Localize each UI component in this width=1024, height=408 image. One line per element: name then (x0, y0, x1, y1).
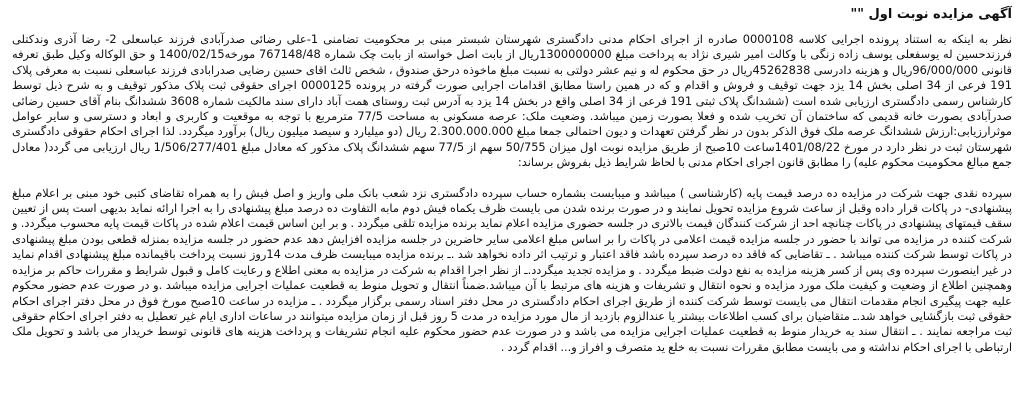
notice-title: آگهی مزایده نوبت اول "" (850, 7, 1012, 22)
notice-paragraph-case-details: نظر به اینکه به استناد پرونده اجرایی کلاسه 0000108 صادره از اجرای احکام مدنی دادگستری شهرستان شبستر مبنی بر محکومیت تضامنی 1-علی رضائی صدرآبادی فرزند عباسعلی 2- رضا آذری وندکتلی فرزندحسین له یوسفعلی یوسف زاده زنگی با وکالت امیر شیری نژاد به پرداخت مبلغ 1300000000ریال از بابت اصل خواسته از بابت چک شماره 767148/48 مورخه1400/02/15 و حق الوکاله وکیل طبق تعرفه قانونی 96/000/000ریال و هزینه دادرسی 45262838ریال در حق محکوم له و نیم عشر دولتی به نسبت مبلغ ماخوذه درحق صندوق ، شخص ثالث اقای حسین رضایی صدرابادی فرزند عباسعلی نسبت به معرفی پلاک 191 فرعی از 34 اصلی بخش 14 یزد جهت توقیف و فروش و اقدام و که در همین راستا مطابق اقدامات اجرایی صورت گرفته در پرونده 0000125 اجرای حقوقی ثبت پلاک مذکور توقیف و به شرح ذیل توسط کارشناس رسمی دادگستری ارزیابی شده است (ششدانگ پلاک ثبتی 191 فرعی از 34 اصلی واقع در بخش 14 یزد به آدرس ثبت روستای همت آباد دارای سند مالکیت شماره 3608 ششدانگ بنام آقای حسین رضائی صدرآبادی بصورت خانه قدیمی که ساختمان آن تخریب شده و فعلا بصورت زمین میباشد. وضعیت ملک: عرصه مسکونی به مساحت 77/5 مترمربع با توجه به موقعیت و کاربری و ابعاد و دسترسی و سایر عوامل موثرارزیابی:ارزش ششدانگ عرصه ملک فوق الذکر بدون در نظر گرفتن تعهدات و دیون احتمالی جمعا مبلغ 2.300.000.000 ریال (دو میلیارد و سیصد میلیون ریال) برآورد میگردد. لذا اجرای احکام حقوقی دادگستری شهرستان ثبت در نظر دارد در مورخ 1401/08/22ساعت 10صبح از طریق مزایده نوبت اول میزان 50/755 سهم از 77/5 سهم ششدانگ پلاک مذکور که معادل مبلغ 1/506/277/401 ریال ارزیابی می گردد( معادل جمع مبالغ محکومیت محکوم علیه) را مطابق قانون اجرای احکام مدنی با لحاظ شرایط ذیل بفروش برساند: (12, 32, 1013, 170)
notice-paragraph-auction-conditions: سپرده نقدی جهت شرکت در مزایده ده درصد قیمت پایه (کارشناسی ) میباشد و میبایست بشماره حساب سپرده دادگستری نزد شعب بانک ملی واریز و اصل فیش را به همراه تقاضای کتبی خود مبنی بر اعلام مبلغ پیشنهادی- در پاکات قرار داده وقبل از ساعت شروع مزایده تحویل نمایند و در صورت برنده شدن می بایست ظرف یکماه فیش دوم مابه التفاوت ده درصد مبلغ پیشنهادی را به اجرا ارائه نماید بدیهی است پس از تعیین سقف قیمتهای پیشنهادی در پاکات چنانچه احد از شرکت کنندگان قیمت بالاتری در جلسه حضوری مزایده اعلام نماید برنده مزایده تلقی میگردد . و بر این اساس قیمت اعلام شده در پاکات قیمت پایه محسوب میگردد. و شرکت کننده در مزایده می تواند با حضور در جلسه مزایده قیمت اعلامی در پاکات را بر اساس مبلغ اعلامی سایر حاضرین در جلسه مزایده افزایش دهد عدم حضور در جلسه مزایده بمنزله قطعی بودن مبلغ پیشنهادی در پاکات توسط شرکت کننده میباشد . ـ تقاضایی که فاقد ده درصد سپرده باشد فاقد اعتبار و ترتیب اثر داده نخواهد شد .ـ برنده مزایده میبایست ظرف مدت 14روز نسبت پرداخت باقیمانده مبلغ پیشنهادی اقدام نماید در غیر اینصورت سپرده وی پس از کسر هزینه مزایده به نفع دولت ضبط میگردد . و مزایده تجدید میگردد.ـ از نظر اجرا اقدام به شرکت در مزایده به معنی اطلاع و رعایت کامل و قبول شرایط و مقررات حاکم بر مزایده وهمچنین اطلاع از وضعیت و کیفیت ملک مورد مزایده و نحوه انتقال و تشریفات و هزینه های مرتبط با آن میباشد.ضمناً انتقال و تحویل منوط به قطعیت عملیات اجرایی مزایده میباشد .و در صورت عدم حضور محکوم علیه جهت پیگیری انجام مقدمات انتقال می بایست توسط شرکت کننده از طریق اجرای احکام دادگستری در محل دفتر اسناد رسمی برگزار میگردد . ـ مزایده در ساعت 10صبح مورخ فوق در محل دفتر اجرای احکام حقوقی ثبت بازگشایی خواهد شد.ـ متقاضیان برای کسب اطلاعات بیشتر یا عندالزوم بازدید از مال مورد مزایده در مدت 5 روز قبل از زمان مزایده میتوانند در ساعات اداری ایام غیر تعطیل به دفتر اجرای احکام حقوقی ثبت مراجعه نمایند . ـ انتقال سند به خریدار منوط به قطعیت عملیات اجرایی مزایده می باشد و در صورت عدم حضور محکوم علیه انجام تشریفات و پرداخت هزینه های قانونی توسط خریدار می باشد و تحویل ملک ارتباطی با اجرای احکام نداشته و می بایست مطابق مقررات نسبت به خلع ید متصرف و افراز و... اقدام گردد . (12, 185, 1012, 354)
